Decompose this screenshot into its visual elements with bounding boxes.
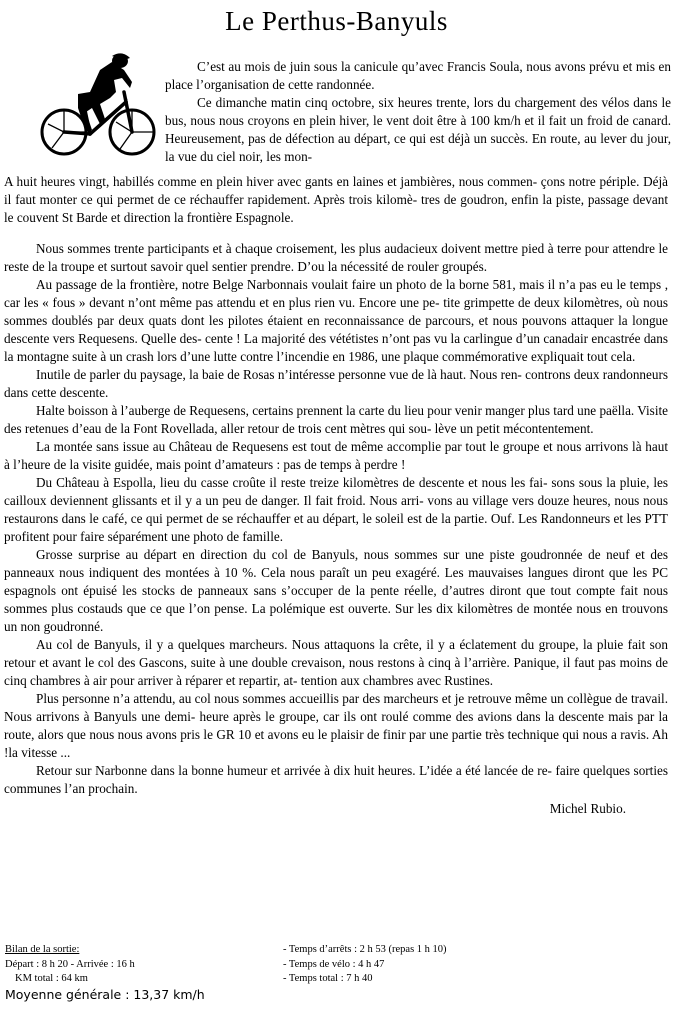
article-paragraph: A huit heures vingt, habillés comme en plein hiver avec gants en laines et jambières, nous commen- çons notre périple. Déjà il faut monter ce qui permet de ce réchauffer rapidement. Après trois kilomè- tres de goudron, enfin la piste, passage devant le couvent St Barde et direction la frontière Espagnole.	[4, 174, 668, 225]
signature: Michel Rubio.	[549, 801, 626, 816]
intro-paragraph: Ce dimanche matin cinq octobre, six heures trente, lors du chargement des vélos dans le bus, nous nous croyons en plein hiver, le vent doit être à 100 km/h et il fait un froid de canard. Heureusement, pas de défection au départ, ce qui est déjà un succès. En route, au lever du jour, la vue du ciel noir, les mon-	[165, 95, 671, 164]
summary-km-total: KM total : 64 km	[15, 973, 88, 984]
article-paragraph: Inutile de parler du paysage, la baie de Rosas n’intéresse personne vue de là haut. Nous ren- controns deux randonneurs dans cette descente.	[4, 367, 668, 400]
intro-text	[165, 58, 671, 166]
article-paragraph: La montée sans issue au Château de Requesens est tout de même accomplie par tout le groupe et nous arrivons là haut à l’heure de la visite guidée, mais point d’amateurs : pas de temps à perdre !	[4, 439, 668, 472]
intro-paragraph: C’est au mois de juin sous la canicule qu’avec Francis Soula, nous avons prévu et mis en place l’organisation de cette randonnée.	[165, 59, 671, 92]
summary-total-time: - Temps total : 7 h 40	[283, 973, 373, 984]
article-paragraph: Du Château à Espolla, lieu du casse croûte il reste treize kilomètres de descente et nous les fai- sons sous la pluie, les cailloux deviennent glissants et il y a un peu de danger. Il fait froid. Nous arri- vons au village vers douze heures, nous nous restaurons dans le café, ce qui permet de se réchauffer et au départ, le soleil est de la partie. Ouf. Les Randonneurs et les PTT profitent pour faire séparément une photo de famille.	[4, 475, 668, 544]
summary-left-column	[5, 943, 275, 1003]
summary-depart-arrivee: Départ : 8 h 20 - Arrivée : 16 h	[5, 958, 135, 970]
summary-right-column	[283, 943, 663, 987]
article-paragraph: Nous sommes trente participants et à chaque croisement, les plus audacieux doivent mettre pied à terre pour attendre le reste de la troupe et surtout savoir quel sentier prendre. D’ou la nécessité de rouler groupés.	[4, 241, 668, 274]
summary-heading: Bilan de la sortie:	[5, 944, 80, 955]
article-paragraph: Grosse surprise au départ en direction du col de Banyuls, nous sommes sur une piste goudronnée de neuf et des panneaux nous indiquent des montées à 10 %. Cela nous paraît un peu exagéré. Les mauvaises langues diront que les PC espagnols ont épuisé les stocks de panneaux sans s’occuper de la pente réelle, d’autres diront que tout compte fait nous sommes plus costauds que ce que l’on pense. La polémique est ouverte. Sur les dix kilomètres de montée nous en trouvons un non goudronné.	[4, 547, 668, 634]
article-paragraph: Au passage de la frontière, notre Belge Narbonnais voulait faire un photo de la borne 581, mais il n’a pas eu le temps , car les « fous » devant n’ont même pas attendu et en plus rien vu. Encore une pe- tite grimpette de deux kilomètres, où nous sommes doublés par deux quats dont les pilotes étaient en reconnaissance de parcours, et nous pouvons attaquer la longue descente vers Requesens. Quelle des- cente ! La majorité des vététistes n’ont pas vu la carlingue d’un canadair encastrée dans la montagne suite à un crash lors d’une lutte contre l’incendie en 1986, une plaque commémorative expliquait tout cela.	[4, 277, 668, 364]
article-paragraph: Au col de Banyuls, il y a quelques marcheurs. Nous attaquons la crête, il y a éclatement du groupe, la pluie fait son retour et avant le col des Gascons, suite à une double crevaison, nous restons à cinq à l’arrière. Panique, il faut pas moins de cinq chambres à air pour arriver à réparer et repartir, at- tention aux chambres avec Rustines.	[4, 637, 668, 688]
article-body	[4, 173, 668, 818]
summary-riding-time: - Temps de vélo : 4 h 47	[283, 958, 385, 970]
page-title: Le Perthus-Banyuls	[225, 6, 448, 36]
article-paragraph: Retour sur Narbonne dans la bonne humeur et arrivée à dix huit heures. L’idée a été lancée de re- faire quelques sorties communes l’an prochain.	[4, 763, 668, 796]
article-paragraph: Plus personne n’a attendu, au col nous sommes accueillis par des marcheurs et je retrouve même un collègue de travail. Nous arrivons à Banyuls une demi- heure après le groupe, car ils ont roulé comme des avions dans la descente mais par la route, alors que nous nous avons pris le GR 10 et avons eu le plaisir de finir par une partie très technique qui nous a ravis. Ah !la vitesse ...	[4, 691, 668, 760]
cyclist-silhouette-icon	[40, 52, 158, 162]
summary-stop-time: - Temps d’arrêts : 2 h 53 (repas 1 h 10)	[283, 944, 447, 955]
article-paragraph: Halte boisson à l’auberge de Requesens, certains prennent la carte du lieu pour venir manger plus tard une paëlla. Visite des retenues d’eau de la Font Rovellada, aller retour de trois cent mètres qui sou- lève un petit mécontentement.	[4, 403, 668, 436]
summary-average-speed: Moyenne générale : 13,37 km/h	[5, 986, 205, 1002]
